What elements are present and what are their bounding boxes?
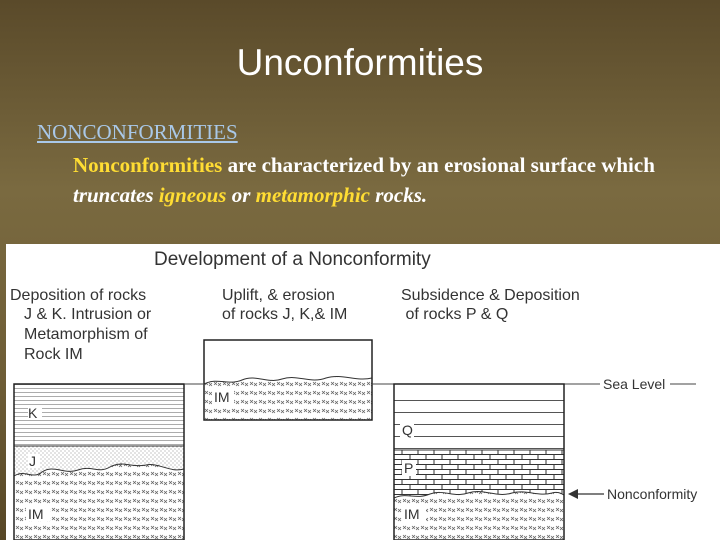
stage1-column	[14, 384, 184, 540]
stage3-line2: of rocks P & Q	[401, 306, 509, 323]
stage1-line3: Metamorphism of	[24, 326, 148, 343]
stage3-line1: Subsidence & Deposition	[401, 287, 580, 304]
sea-level-label: Sea Level	[603, 376, 666, 392]
nonconformity-diagram	[6, 244, 720, 540]
diagram-title: Development of a Nonconformity	[154, 249, 431, 270]
term-truncates: truncates	[73, 183, 154, 207]
stage2-line1: Uplift, & erosion	[222, 287, 335, 304]
nonconformity-label: Nonconformity	[607, 486, 698, 502]
nonconformity-arrow	[568, 489, 604, 499]
text-or: or	[226, 183, 256, 207]
stage2-column	[204, 340, 372, 420]
text-rocks: rocks.	[369, 183, 428, 207]
label-j-stage1: J	[29, 453, 36, 469]
description-paragraph	[73, 150, 703, 210]
label-p-stage3: P	[404, 460, 414, 476]
label-im-stage2: IM	[214, 389, 230, 405]
label-k-stage1: K	[28, 405, 38, 421]
stage1-line1: Deposition of rocks	[10, 287, 147, 304]
text-part: are characterized by an erosional surface which	[222, 153, 655, 177]
label-im-stage1: IM	[28, 506, 44, 522]
stage1-line2: J & K. Intrusion or	[24, 306, 152, 323]
stage3-column	[394, 384, 564, 540]
term-nonconformities: Nonconformities	[73, 153, 223, 177]
slide-title: Unconformities	[236, 42, 484, 83]
term-igneous: igneous	[158, 183, 227, 207]
section-heading: NONCONFORMITIES	[37, 120, 238, 144]
stage2-line2: of rocks J, K,& IM	[222, 306, 348, 323]
term-metamorphic: metamorphic	[255, 183, 370, 207]
label-im-stage3: IM	[404, 506, 420, 522]
stage1-line4: Rock IM	[24, 346, 83, 363]
label-q-stage3: Q	[402, 422, 413, 438]
